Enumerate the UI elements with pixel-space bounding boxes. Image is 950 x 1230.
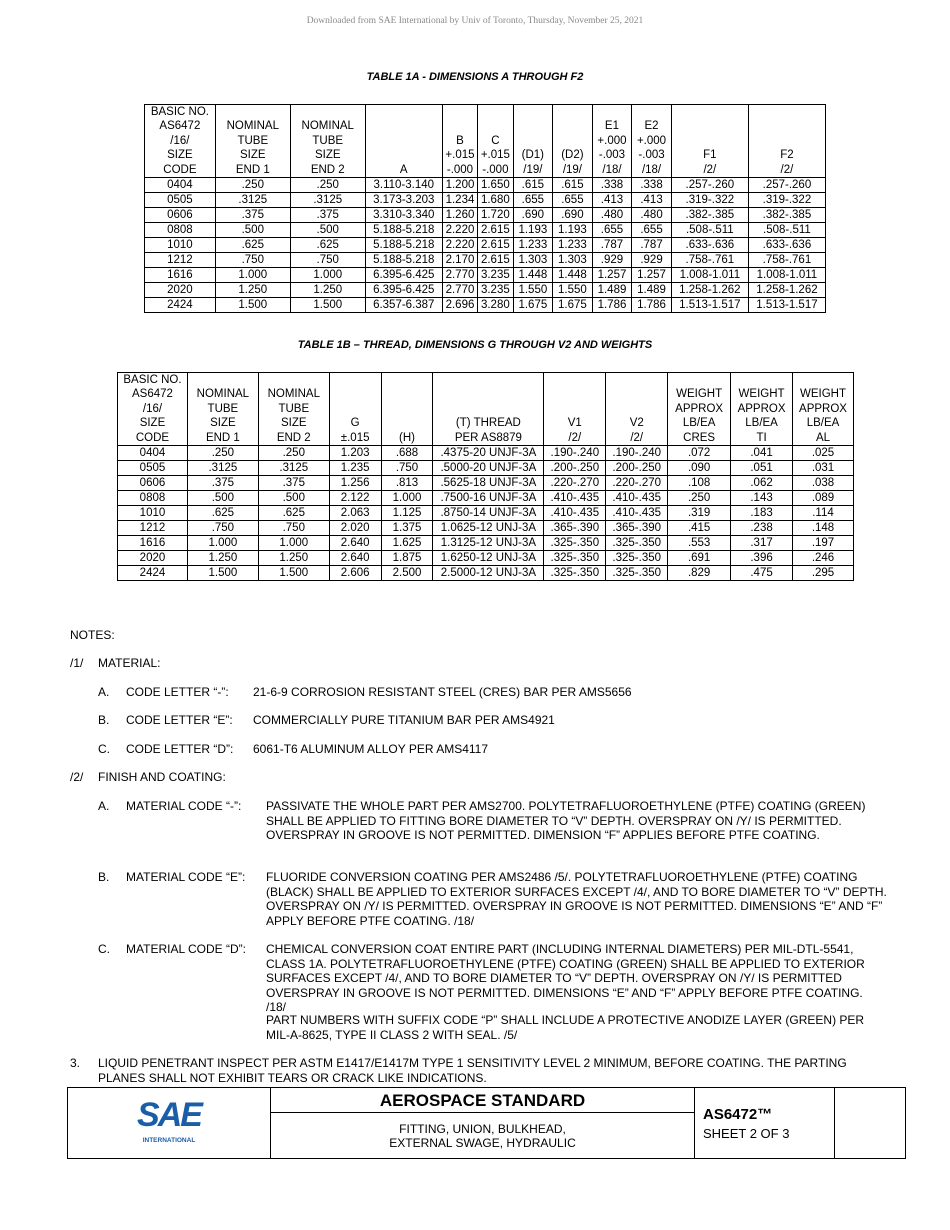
table-cell: 1.720 — [478, 208, 513, 223]
table-cell: 2.5000-12 UNJ-3A — [433, 566, 544, 581]
title-block — [67, 1087, 906, 1159]
table-cell: .787 — [632, 238, 672, 253]
column-header: A — [365, 105, 442, 178]
table-cell: .750 — [215, 253, 290, 268]
table-1a-title: TABLE 1A - DIMENSIONS A THROUGH F2 — [366, 71, 584, 83]
table-cell: 1.000 — [290, 268, 365, 283]
table-cell: .655 — [513, 193, 553, 208]
table-cell: 1.6250-12 UNJ-3A — [433, 551, 544, 566]
table-cell: .3125 — [258, 461, 329, 476]
table-cell: 2.020 — [329, 521, 381, 536]
table-cell: 1.193 — [513, 223, 553, 238]
table-cell: 2.696 — [442, 298, 477, 313]
table-cell: 1.0625-12 UNJ-3A — [433, 521, 544, 536]
table-1b — [117, 372, 854, 581]
table-cell: 1.675 — [513, 298, 553, 313]
document-number: AS6472™ — [703, 1106, 773, 1123]
table-cell: 2.770 — [442, 268, 477, 283]
table-cell: .758-.761 — [671, 253, 748, 268]
column-header: BASIC NO. AS6472 /16/ SIZE CODE — [145, 105, 216, 178]
table-cell: .480 — [592, 208, 632, 223]
table-cell: .415 — [668, 521, 731, 536]
table-cell: 3.235 — [478, 283, 513, 298]
table-cell: .041 — [731, 446, 793, 461]
notes-heading: NOTES: — [70, 628, 115, 642]
standard-title: AEROSPACE STANDARD — [271, 1088, 694, 1113]
table-cell: .758-.761 — [748, 253, 825, 268]
table-cell: .220-.270 — [606, 476, 668, 491]
table-cell: 1.875 — [381, 551, 433, 566]
table-cell: 2.615 — [478, 253, 513, 268]
note-1b-label: CODE LETTER “E”: — [126, 713, 233, 727]
table-cell: 0808 — [145, 223, 216, 238]
note-1-number: /1/ — [70, 656, 84, 670]
table-cell: .375 — [290, 208, 365, 223]
table-cell: 1.448 — [553, 268, 593, 283]
table-cell: .250 — [290, 178, 365, 193]
table-cell: .500 — [187, 491, 258, 506]
table-1a — [144, 104, 826, 313]
table-cell: .338 — [592, 178, 632, 193]
table-cell: .625 — [258, 506, 329, 521]
table-cell: .500 — [258, 491, 329, 506]
table-cell: .508-.511 — [671, 223, 748, 238]
table-cell: .325-.350 — [544, 566, 606, 581]
part-title-line-2: EXTERNAL SWAGE, HYDRAULIC — [389, 1136, 576, 1150]
logo-cell — [68, 1088, 271, 1158]
table-cell: 1.000 — [215, 268, 290, 283]
table-cell: 2.122 — [329, 491, 381, 506]
table-cell: 0808 — [118, 491, 188, 506]
table-cell: .382-.385 — [671, 208, 748, 223]
table-cell: .365-.390 — [544, 521, 606, 536]
table-cell: 1.008-1.011 — [671, 268, 748, 283]
table-cell: 6.357-6.387 — [365, 298, 442, 313]
table-cell: .190-.240 — [544, 446, 606, 461]
table-cell: .750 — [290, 253, 365, 268]
table-row — [118, 491, 854, 506]
table-cell: .038 — [793, 476, 854, 491]
table-cell: .3125 — [215, 193, 290, 208]
table-cell: 2020 — [145, 283, 216, 298]
table-cell: .633-.636 — [671, 238, 748, 253]
table-cell: 0505 — [118, 461, 188, 476]
sae-logo — [68, 1088, 271, 1158]
table-cell: .5000-20 UNJF-3A — [433, 461, 544, 476]
table-cell: 6.395-6.425 — [365, 283, 442, 298]
table-cell: .325-.350 — [544, 536, 606, 551]
table-cell: .4375-20 UNJF-3A — [433, 446, 544, 461]
table-cell: 2020 — [118, 551, 188, 566]
table-cell: .319-.322 — [671, 193, 748, 208]
table-cell: 2.063 — [329, 506, 381, 521]
table-row — [118, 461, 854, 476]
table-cell: .750 — [258, 521, 329, 536]
table-cell: .200-.250 — [606, 461, 668, 476]
table-cell: 1.625 — [381, 536, 433, 551]
table-cell: 5.188-5.218 — [365, 223, 442, 238]
column-header: V1 /2/ — [544, 373, 606, 446]
table-cell: 1.500 — [215, 298, 290, 313]
table-cell: 1.650 — [478, 178, 513, 193]
column-header: (T) THREAD PER AS8879 — [433, 373, 544, 446]
table-row — [145, 238, 826, 253]
table-cell: 3.310-3.340 — [365, 208, 442, 223]
table-cell: .8750-14 UNJF-3A — [433, 506, 544, 521]
note-1c-text: 6061-T6 ALUMINUM ALLOY PER AMS4117 — [253, 742, 489, 756]
table-cell: .375 — [215, 208, 290, 223]
table-cell: .410-.435 — [544, 506, 606, 521]
table-cell: .750 — [187, 521, 258, 536]
column-header: F1 /2/ — [671, 105, 748, 178]
sae-logo-text: SAE — [137, 1096, 201, 1134]
note-1a-text: 21-6-9 CORROSION RESISTANT STEEL (CRES) BAR PER AMS5656 — [253, 685, 632, 699]
sheet-number: SHEET 2 OF 3 — [703, 1126, 790, 1141]
table-cell: .688 — [381, 446, 433, 461]
table-cell: .200-.250 — [544, 461, 606, 476]
table-cell: 1.680 — [478, 193, 513, 208]
table-cell: .410-.435 — [606, 491, 668, 506]
table-cell: .375 — [258, 476, 329, 491]
table-cell: 1.489 — [632, 283, 672, 298]
note-1b-letter: B. — [98, 713, 110, 727]
table-cell: 1.786 — [632, 298, 672, 313]
table-cell: .690 — [513, 208, 553, 223]
table-cell: .220-.270 — [544, 476, 606, 491]
table-cell: 1.550 — [553, 283, 593, 298]
table-cell: .375 — [187, 476, 258, 491]
table-cell: 0404 — [145, 178, 216, 193]
table-cell: .257-.260 — [748, 178, 825, 193]
table-1b-header-row — [118, 373, 854, 446]
column-header: WEIGHT APPROX LB/EA AL — [793, 373, 854, 446]
column-header: C +.015 -.000 — [478, 105, 513, 178]
table-cell: 2.220 — [442, 238, 477, 253]
table-row — [118, 446, 854, 461]
note-3-number: 3. — [70, 1056, 81, 1070]
table-cell: 1.500 — [258, 566, 329, 581]
table-cell: .325-.350 — [606, 551, 668, 566]
column-header: E1 +.000 -.003 /18/ — [592, 105, 632, 178]
table-cell: 2.220 — [442, 223, 477, 238]
table-cell: 2.615 — [478, 223, 513, 238]
table-row — [118, 476, 854, 491]
table-cell: 1.786 — [592, 298, 632, 313]
table-cell: .633-.636 — [748, 238, 825, 253]
table-cell: 1.550 — [513, 283, 553, 298]
table-cell: 1.257 — [592, 268, 632, 283]
table-cell: .690 — [553, 208, 593, 223]
table-cell: .508-.511 — [748, 223, 825, 238]
table-cell: .5625-18 UNJF-3A — [433, 476, 544, 491]
table-row — [118, 536, 854, 551]
table-row — [145, 268, 826, 283]
note-2a-letter: A. — [98, 799, 110, 813]
table-cell: 0404 — [118, 446, 188, 461]
table-cell: .625 — [290, 238, 365, 253]
table-cell: 1.000 — [258, 536, 329, 551]
table-cell: 2.606 — [329, 566, 381, 581]
table-cell: 1.500 — [290, 298, 365, 313]
note-2c-letter: C. — [98, 942, 110, 956]
column-header: (H) — [381, 373, 433, 446]
column-header: B +.015 -.000 — [442, 105, 477, 178]
table-row — [145, 298, 826, 313]
table-cell: .500 — [290, 223, 365, 238]
note-1c-label: CODE LETTER “D”: — [126, 742, 234, 756]
table-cell: 1.008-1.011 — [748, 268, 825, 283]
table-cell: .750 — [381, 461, 433, 476]
table-cell: 1.250 — [290, 283, 365, 298]
table-cell: 1.256 — [329, 476, 381, 491]
table-cell: .480 — [632, 208, 672, 223]
table-cell: 3.173-3.203 — [365, 193, 442, 208]
table-cell: 1.193 — [553, 223, 593, 238]
table-cell: 1.203 — [329, 446, 381, 461]
table-cell: .238 — [731, 521, 793, 536]
column-header: E2 +.000 -.003 /18/ — [632, 105, 672, 178]
table-cell: .615 — [513, 178, 553, 193]
note-1a-label: CODE LETTER “-”: — [126, 685, 229, 699]
note-2c-label: MATERIAL CODE “D”: — [126, 942, 247, 956]
table-cell: .317 — [731, 536, 793, 551]
table-cell: .062 — [731, 476, 793, 491]
note-1a-letter: A. — [98, 685, 110, 699]
table-cell: 1.675 — [553, 298, 593, 313]
table-cell: 2.170 — [442, 253, 477, 268]
table-cell: 1.257 — [632, 268, 672, 283]
table-cell: 1616 — [118, 536, 188, 551]
table-cell: .365-.390 — [606, 521, 668, 536]
table-cell: 1616 — [145, 268, 216, 283]
table-cell: 1.233 — [553, 238, 593, 253]
table-cell: .295 — [793, 566, 854, 581]
table-cell: 1.513-1.517 — [671, 298, 748, 313]
note-1b-text: COMMERCIALLY PURE TITANIUM BAR PER AMS4921 — [253, 713, 555, 727]
table-cell: 1.258-1.262 — [671, 283, 748, 298]
table-cell: .090 — [668, 461, 731, 476]
table-cell: 1.000 — [381, 491, 433, 506]
table-cell: 2.640 — [329, 536, 381, 551]
table-cell: 1.234 — [442, 193, 477, 208]
table-cell: 3.280 — [478, 298, 513, 313]
table-1a-header-row — [145, 105, 826, 178]
table-cell: .475 — [731, 566, 793, 581]
table-cell: 0606 — [145, 208, 216, 223]
table-row — [118, 506, 854, 521]
note-2b-letter: B. — [98, 870, 110, 884]
table-cell: .929 — [632, 253, 672, 268]
table-cell: .114 — [793, 506, 854, 521]
table-cell: 1.250 — [187, 551, 258, 566]
document-number-cell — [695, 1088, 835, 1158]
table-cell: .325-.350 — [544, 551, 606, 566]
table-cell: 2.770 — [442, 283, 477, 298]
table-cell: .338 — [632, 178, 672, 193]
column-header: V2 /2/ — [606, 373, 668, 446]
note-2a-label: MATERIAL CODE “-”: — [126, 799, 242, 813]
table-cell: .655 — [632, 223, 672, 238]
column-header: (D2) /19/ — [553, 105, 593, 178]
table-row — [118, 566, 854, 581]
table-cell: .553 — [668, 536, 731, 551]
note-2-number: /2/ — [70, 770, 84, 784]
column-header: NOMINAL TUBE SIZE END 2 — [258, 373, 329, 446]
table-row — [145, 193, 826, 208]
table-cell: .3125 — [187, 461, 258, 476]
table-cell: .691 — [668, 551, 731, 566]
table-row — [118, 521, 854, 536]
table-cell: 1.258-1.262 — [748, 283, 825, 298]
table-row — [145, 223, 826, 238]
table-cell: .3125 — [290, 193, 365, 208]
note-2-title: FINISH AND COATING: — [98, 770, 226, 784]
table-cell: 1.3125-12 UNJ-3A — [433, 536, 544, 551]
table-cell: 1010 — [118, 506, 188, 521]
table-cell: 1.233 — [513, 238, 553, 253]
note-2c-text-2: PART NUMBERS WITH SUFFIX CODE “P” SHALL INCLUDE A PROTECTIVE ANODIZE LAYER (GREEN) PER MIL-A-8625, TYPE II CLASS 2 WITH SEAL. /5/ — [266, 1013, 865, 1042]
standard-title-cell — [271, 1088, 695, 1158]
table-cell: .025 — [793, 446, 854, 461]
table-cell: 1.303 — [553, 253, 593, 268]
table-cell: .615 — [553, 178, 593, 193]
table-cell: 2.500 — [381, 566, 433, 581]
column-header: NOMINAL TUBE SIZE END 1 — [215, 105, 290, 178]
table-cell: 0505 — [145, 193, 216, 208]
table-cell: 1.489 — [592, 283, 632, 298]
table-cell: .108 — [668, 476, 731, 491]
column-header: NOMINAL TUBE SIZE END 2 — [290, 105, 365, 178]
table-cell: .7500-16 UNJF-3A — [433, 491, 544, 506]
table-cell: .190-.240 — [606, 446, 668, 461]
table-cell: 2424 — [118, 566, 188, 581]
table-cell: .031 — [793, 461, 854, 476]
note-1c-letter: C. — [98, 742, 110, 756]
table-cell: 1212 — [145, 253, 216, 268]
table-cell: .250 — [258, 446, 329, 461]
table-cell: .319 — [668, 506, 731, 521]
table-cell: .813 — [381, 476, 433, 491]
table-cell: 1.000 — [187, 536, 258, 551]
table-cell: .325-.350 — [606, 536, 668, 551]
table-1b-title: TABLE 1B – THREAD, DIMENSIONS G THROUGH V2 AND WEIGHTS — [297, 339, 653, 351]
table-cell: .246 — [793, 551, 854, 566]
table-cell: .655 — [553, 193, 593, 208]
column-header: NOMINAL TUBE SIZE END 1 — [187, 373, 258, 446]
table-cell: 1.235 — [329, 461, 381, 476]
note-2b-label: MATERIAL CODE “E”: — [126, 870, 246, 884]
table-cell: .143 — [731, 491, 793, 506]
table-cell: 1.375 — [381, 521, 433, 536]
table-cell: .250 — [215, 178, 290, 193]
table-cell: .250 — [668, 491, 731, 506]
table-cell: 1.500 — [187, 566, 258, 581]
table-cell: 1.250 — [215, 283, 290, 298]
table-cell: .413 — [592, 193, 632, 208]
column-header: WEIGHT APPROX LB/EA CRES — [668, 373, 731, 446]
table-cell: .325-.350 — [606, 566, 668, 581]
column-header: G ±.015 — [329, 373, 381, 446]
table-cell: .655 — [592, 223, 632, 238]
note-3-text: LIQUID PENETRANT INSPECT PER ASTM E1417/E1417M TYPE 1 SENSITIVITY LEVEL 2 MINIMUM, BEFORE COATING. THE PARTING PLANES SHALL NOT EXHIBIT TEARS OR CRACK LIKE INDICATIONS. — [98, 1056, 847, 1085]
table-cell: .413 — [632, 193, 672, 208]
note-2a-text: PASSIVATE THE WHOLE PART PER AMS2700. POLYTETRAFLUOROETHYLENE (PTFE) COATING (GREEN) SHALL BE APPLIED TO FITTING BORE DIAMETER TO “V” DEPTH. OVERSPRAY ON /Y/ IS PERMITTED. OVERSPRAY IN GROOVE IS NOT PERMITTED. DIMENSION “F” APPLIES BEFORE PTFE COATING. — [266, 799, 866, 842]
table-cell: .410-.435 — [606, 506, 668, 521]
table-cell: 0606 — [118, 476, 188, 491]
table-cell: .051 — [731, 461, 793, 476]
table-row — [145, 178, 826, 193]
table-cell: .250 — [187, 446, 258, 461]
table-row — [145, 253, 826, 268]
table-cell: 2.615 — [478, 238, 513, 253]
table-cell: .072 — [668, 446, 731, 461]
note-2c-text: CHEMICAL CONVERSION COAT ENTIRE PART (INCLUDING INTERNAL DIAMETERS) PER MIL-DTL-5541, CLASS 1A. POLYTETRAFLUOROETHYLENE (PTFE) COATING (GREEN) SHALL BE APPLIED TO EXTERIOR SURFACES EXCEPT /4/, AND TO BORE DIAMETER TO “V” DEPTH. OVERSPRAY ON /Y/ IS PERMITTED OVERSPRAY IN GROOVE IS NOT PERMITTED. DIMENSIONS “E” AND “F” APPLY BEFORE PTFE COATING. /18/ — [266, 942, 865, 1014]
table-cell: 1.260 — [442, 208, 477, 223]
sae-logo-subtext: INTERNATIONAL — [142, 1137, 196, 1144]
table-cell: .625 — [215, 238, 290, 253]
note-1-title: MATERIAL: — [98, 656, 161, 670]
part-title-line-1: FITTING, UNION, BULKHEAD, — [399, 1122, 566, 1136]
table-cell: 1.513-1.517 — [748, 298, 825, 313]
table-cell: .396 — [731, 551, 793, 566]
table-cell: 3.235 — [478, 268, 513, 283]
table-cell: .382-.385 — [748, 208, 825, 223]
table-cell: 2.640 — [329, 551, 381, 566]
table-cell: .089 — [793, 491, 854, 506]
table-cell: .148 — [793, 521, 854, 536]
table-row — [145, 283, 826, 298]
table-cell: 1.125 — [381, 506, 433, 521]
table-cell: .197 — [793, 536, 854, 551]
column-header: BASIC NO. AS6472 /16/ SIZE CODE — [118, 373, 188, 446]
table-cell: .183 — [731, 506, 793, 521]
column-header: (D1) /19/ — [513, 105, 553, 178]
table-cell: .410-.435 — [544, 491, 606, 506]
table-cell: .257-.260 — [671, 178, 748, 193]
column-header: WEIGHT APPROX LB/EA TI — [731, 373, 793, 446]
table-cell: 3.110-3.140 — [365, 178, 442, 193]
table-cell: 1.200 — [442, 178, 477, 193]
table-cell: 6.395-6.425 — [365, 268, 442, 283]
column-header: F2 /2/ — [748, 105, 825, 178]
table-cell: 1212 — [118, 521, 188, 536]
table-cell: .319-.322 — [748, 193, 825, 208]
table-cell: 5.188-5.218 — [365, 238, 442, 253]
table-cell: 1010 — [145, 238, 216, 253]
table-cell: .829 — [668, 566, 731, 581]
table-cell: 5.188-5.218 — [365, 253, 442, 268]
table-cell: 2424 — [145, 298, 216, 313]
table-cell: .787 — [592, 238, 632, 253]
table-cell: 1.303 — [513, 253, 553, 268]
download-notice: Downloaded from SAE International by Univ of Toronto, Thursday, November 25, 2021 — [306, 16, 644, 26]
table-cell: .625 — [187, 506, 258, 521]
table-cell: .500 — [215, 223, 290, 238]
table-cell: 1.250 — [258, 551, 329, 566]
note-2b-text: FLUORIDE CONVERSION COATING PER AMS2486 /5/. POLYTETRAFLUOROETHYLENE (PTFE) COATING (BLACK) SHALL BE APPLIED TO EXTERIOR SURFACES EXCEPT /4/, AND TO BORE DIAMETER TO “V” DEPTH. OVERSPRAY ON /Y/ IS PERMITTED. OVERSPRAY IN GROOVE IS NOT PERMITTED. DIMENSIONS “E” AND “F” APPLY BEFORE PTFE COATING. /18/ — [266, 870, 887, 928]
table-cell: .929 — [592, 253, 632, 268]
table-row — [145, 208, 826, 223]
table-row — [118, 551, 854, 566]
table-cell: 1.448 — [513, 268, 553, 283]
